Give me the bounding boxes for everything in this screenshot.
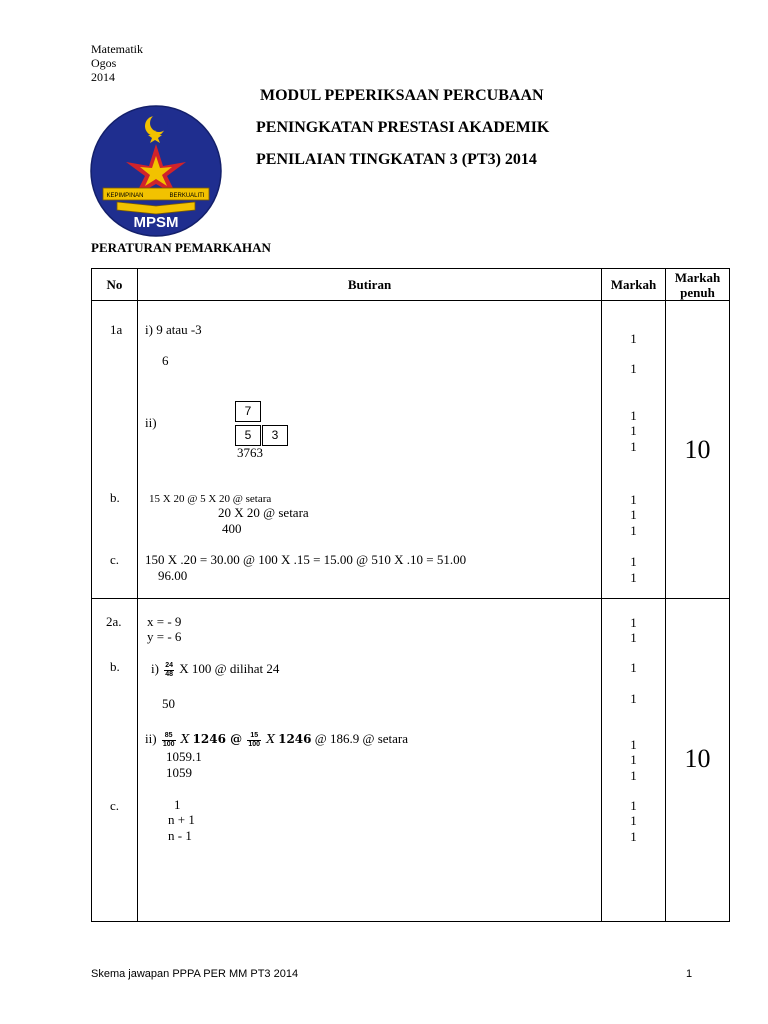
q2-b-ii-den-1: 100	[162, 740, 175, 748]
q2-mark-5: 1	[630, 737, 637, 752]
q1-box-left: 5	[235, 425, 261, 446]
header-markah-penuh	[666, 269, 730, 301]
q2-mark-10: 1	[630, 829, 637, 844]
q1-mark-1: 1	[630, 331, 637, 346]
corner-month: Ogos	[91, 56, 117, 70]
header-markah: Markah	[602, 269, 666, 301]
q1-butiran-cell	[138, 301, 602, 599]
q2-total-cell	[666, 599, 730, 922]
q2-mark-9: 1	[630, 813, 637, 828]
q2-mark-7: 1	[630, 768, 637, 783]
table-row-q1	[92, 301, 730, 599]
q2-butiran-cell	[138, 599, 602, 922]
q1-a-ii: ii)	[145, 415, 157, 430]
q2-b-ii-num-2: 15	[247, 732, 261, 741]
q2-b-ii-num-1: 85	[162, 732, 176, 741]
header-no: No	[92, 269, 138, 301]
q1-c-line-1: 150 X .20 = 30.00 @ 100 X .15 = 15.00 @ 510 X .10 = 51.00	[145, 552, 467, 567]
q1-a-ii-answer: 3763	[237, 445, 263, 460]
q1-mark-8: 1	[630, 523, 637, 538]
q1-mark-4: 1	[630, 423, 637, 438]
q2-b-ii-fraction-1	[162, 732, 176, 749]
q2-mark-8: 1	[630, 798, 637, 813]
page-number: 1	[686, 968, 693, 980]
title-line-2: PENINGKATAN PRESTASI AKADEMIK	[256, 119, 550, 136]
mpsm-logo-icon	[89, 104, 223, 238]
q2-b-ii-x-2: X	[266, 732, 275, 746]
q1-no-a: 1a	[110, 322, 123, 337]
q1-a-i-answer: 6	[162, 353, 169, 368]
q1-total: 10	[684, 435, 711, 464]
corner-subject: Matematik	[91, 42, 143, 56]
q2-b-ii-x-1: X	[180, 732, 190, 746]
q1-mark-10: 1	[630, 570, 637, 585]
title-line-1: MODUL PEPERIKSAAN PERCUBAAN	[260, 87, 544, 104]
q2-b-i-answer: 50	[162, 696, 175, 711]
q1-a-i: i) 9 atau -3	[145, 322, 202, 337]
q2-b-i-num: 24	[165, 661, 173, 669]
q1-mark-6: 1	[630, 492, 637, 507]
q2-b-ii-line-3: 1059	[166, 765, 192, 780]
q2-c-line-3: n - 1	[168, 828, 192, 843]
q2-total: 10	[684, 744, 711, 773]
q2-mark-4: 1	[630, 691, 637, 706]
q2-b-ii-value-1: 1246 @	[192, 732, 243, 746]
q2-b-i-fraction	[164, 662, 174, 679]
q1-b-line-1: 15 X 20 @ 5 X 20 @ setara	[149, 493, 272, 505]
q1-c-line-2: 96.00	[158, 568, 188, 583]
q2-b-ii-value-2: 1246	[278, 732, 312, 746]
q2-b-i-rest: X 100 @ dilihat 24	[179, 661, 280, 676]
q2-mark-3: 1	[630, 660, 637, 675]
marking-table	[91, 268, 730, 922]
q2-no-c: c.	[110, 798, 120, 813]
q2-b-ii-fraction-2	[247, 732, 261, 749]
q1-mark-9: 1	[630, 554, 637, 569]
q2-b-i-den: 48	[165, 670, 173, 678]
q2-mark-1: 1	[630, 615, 637, 630]
q1-b-line-3: 400	[222, 521, 242, 536]
header-markah-penuh-1: Markah	[674, 269, 721, 285]
q2-no-b: b.	[110, 659, 120, 674]
q1-mark-3: 1	[630, 408, 637, 423]
q1-total-cell	[666, 301, 730, 599]
q2-b-ii-label: ii)	[145, 731, 157, 746]
q1-box-right: 3	[262, 425, 288, 446]
logo-name: MPSM	[133, 214, 179, 231]
q1-box-top: 7	[235, 401, 261, 422]
corner-info	[91, 42, 143, 84]
q1-no-c: c.	[110, 552, 120, 567]
header-butiran: Butiran	[138, 269, 602, 301]
q1-mark-7: 1	[630, 507, 637, 522]
q1-mark-5: 1	[630, 439, 637, 454]
q2-b-ii-den-2: 100	[248, 740, 261, 748]
q2-b-ii	[145, 729, 408, 749]
q1-no-cell	[92, 301, 138, 599]
q2-b-ii-line-2: 1059.1	[166, 749, 202, 764]
table-header-row	[92, 269, 730, 301]
section-label: PERATURAN PEMARKAHAN	[91, 240, 271, 255]
q2-no-cell	[92, 599, 138, 922]
q1-mark-2: 1	[630, 361, 637, 376]
header-markah-penuh-2: penuh	[680, 284, 715, 300]
corner-year: 2014	[91, 70, 115, 84]
q1-no-b: b.	[110, 490, 120, 505]
q1-b-line-2: 20 X 20 @ setara	[218, 505, 309, 520]
q2-mark-2: 1	[630, 630, 637, 645]
logo-ribbon-left: KEPIMPINAN	[106, 193, 144, 199]
q2-a-line-1: x = - 9	[147, 614, 182, 629]
q2-b-ii-rest: @ 186.9 @ setara	[314, 731, 409, 746]
q2-mark-6: 1	[630, 752, 637, 767]
table-row-q2	[92, 599, 730, 922]
q2-a-line-2: y = - 6	[147, 629, 182, 644]
footer-text: Skema jawapan PPPA PER MM PT3 2014	[91, 968, 299, 980]
q2-b-i	[151, 659, 279, 679]
title-line-3: PENILAIAN TINGKATAN 3 (PT3) 2014	[256, 151, 537, 168]
logo-ribbon-right: BERKUALITI	[169, 193, 205, 199]
q2-c-line-1: 1	[174, 797, 181, 812]
q2-markah-cell	[602, 599, 666, 922]
q2-no-a: 2a.	[106, 614, 122, 629]
q2-b-i-label: i)	[151, 661, 159, 676]
q1-markah-cell	[602, 301, 666, 599]
q2-c-line-2: n + 1	[168, 812, 195, 827]
